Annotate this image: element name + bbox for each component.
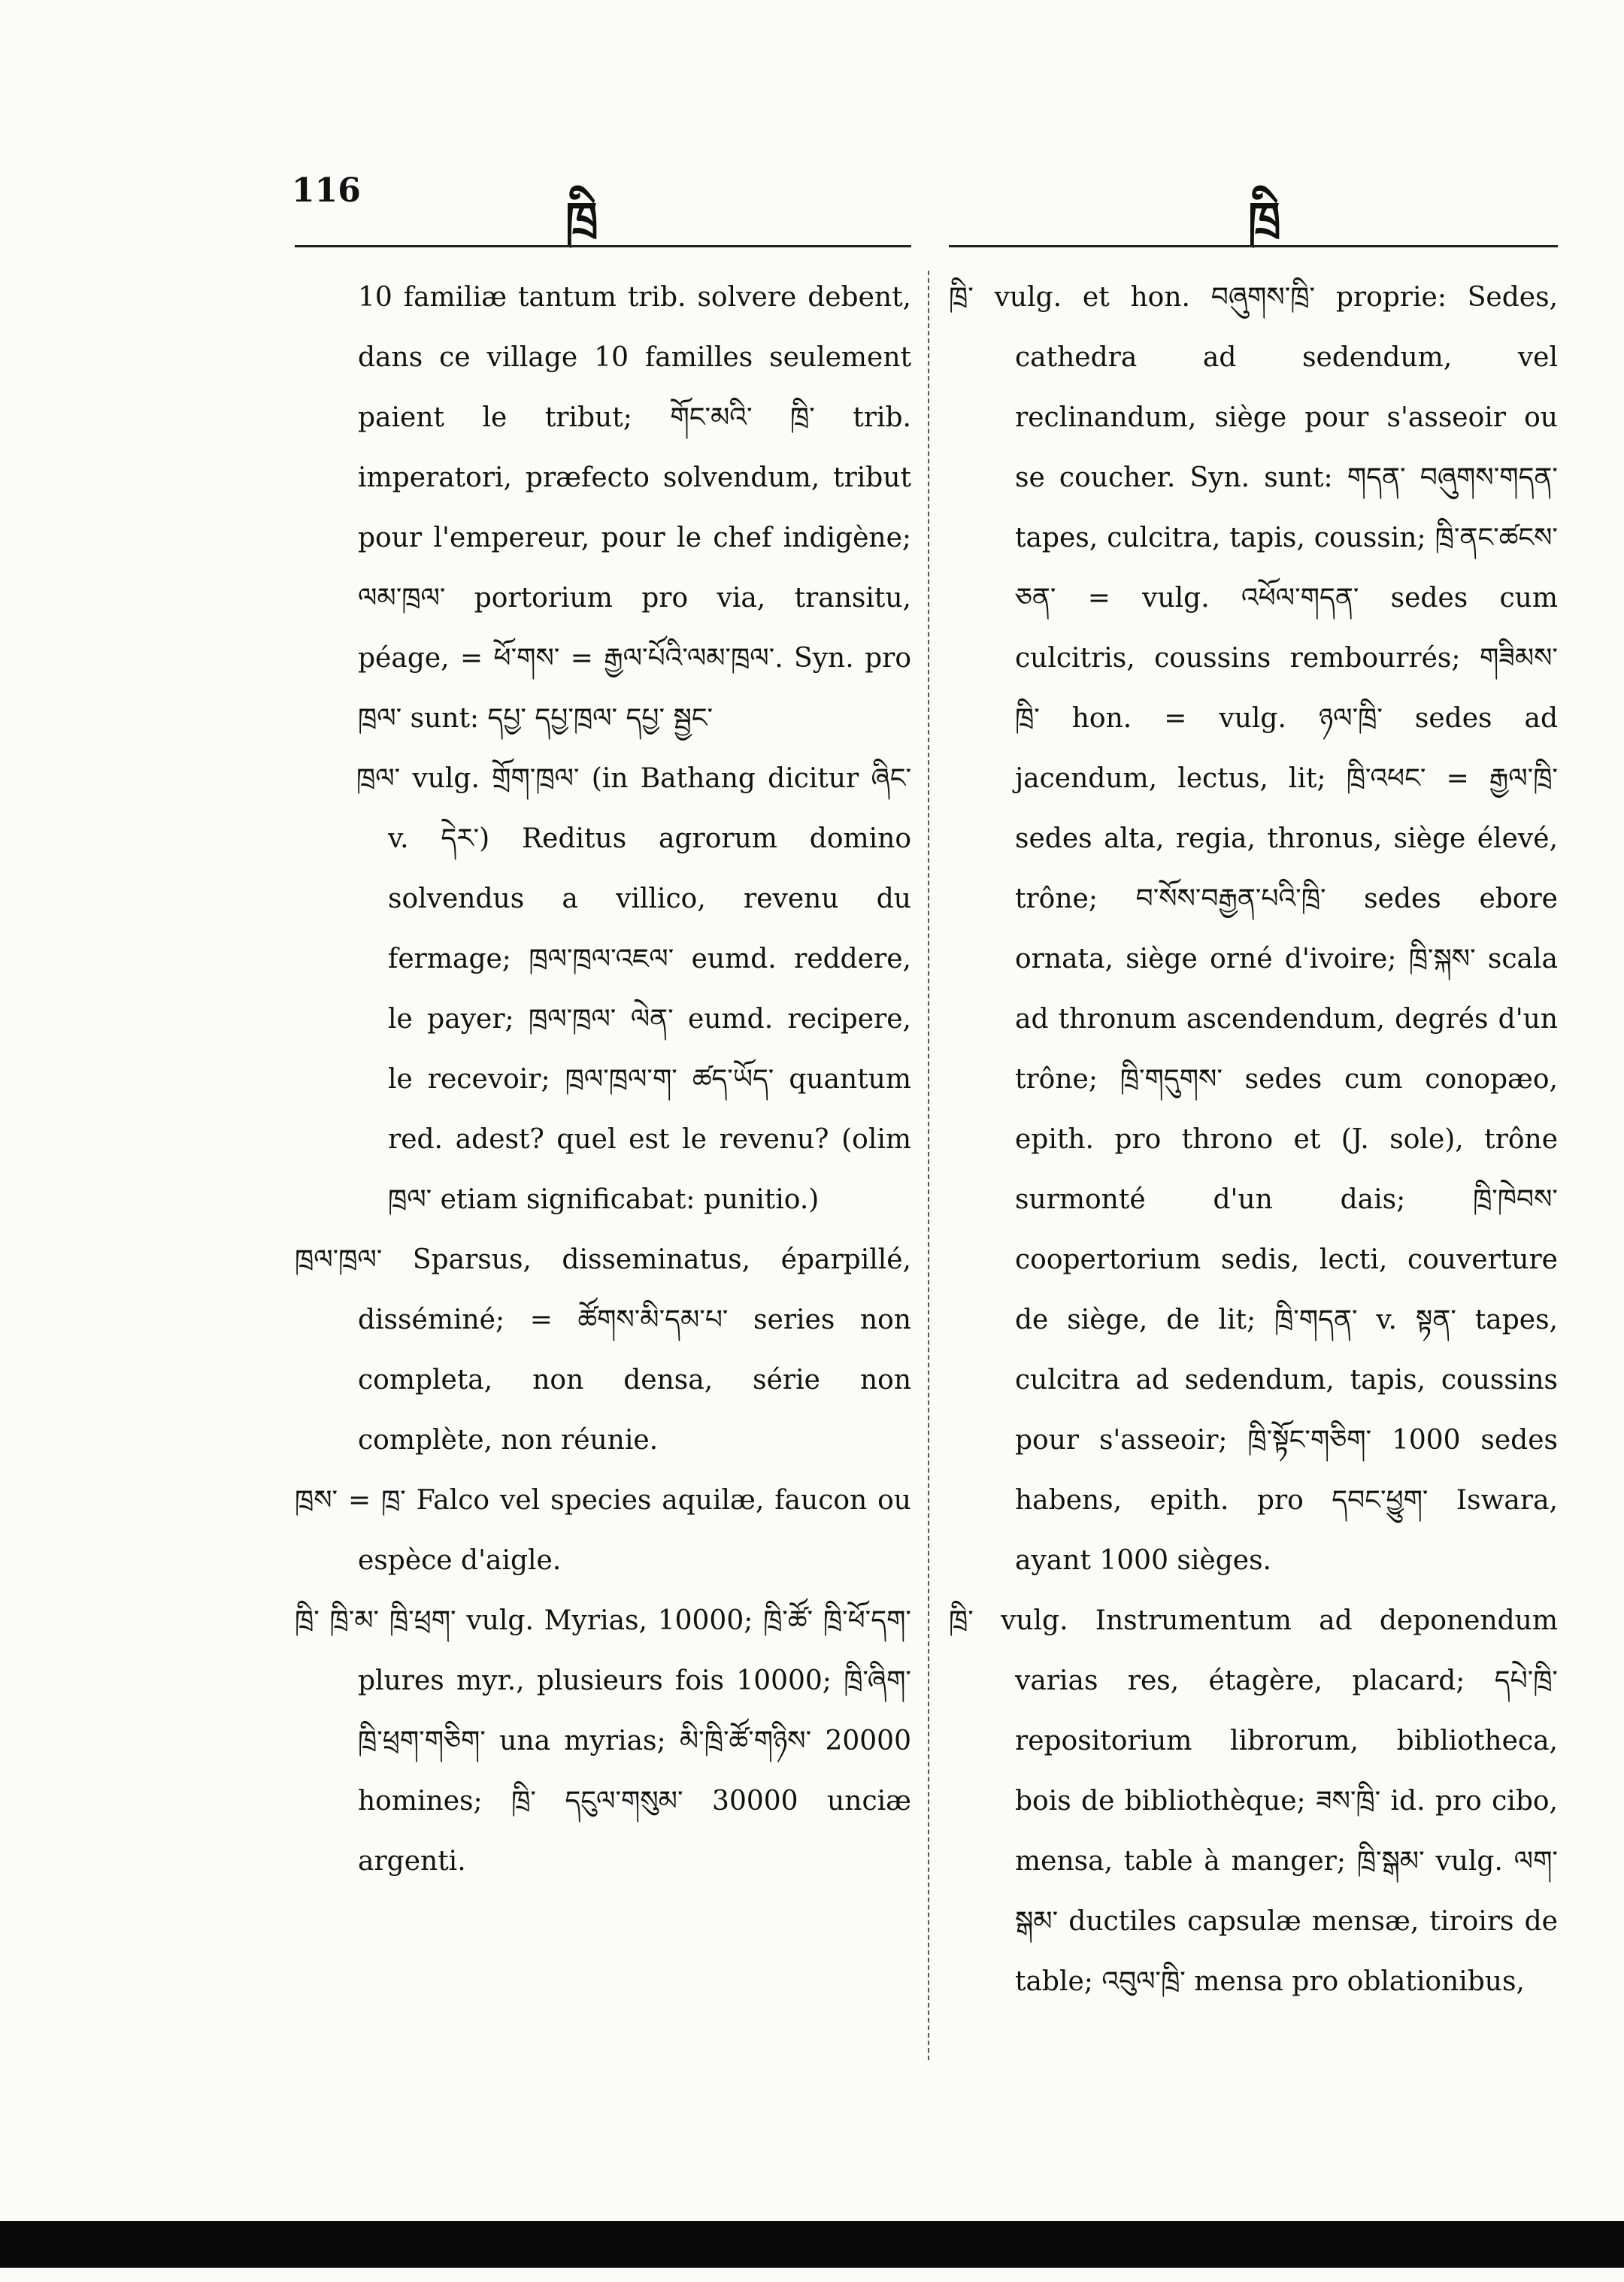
dictionary-entry: ཁྲི་ vulg. et hon. བཞུགས་ཁྲི་ proprie: Sedes, cathedra ad sedendum, vel reclinandum, siège pour s'asseoir ou se coucher. Syn. sunt: གདན་ བཞུགས་གདན་ tapes, culcitra, tapis, coussin; ཁྲི་ནང་ཚངས་ ཅན་ = vulg. འཕོལ་གདན་ sedes cum culcitris, coussins rembourrés; གཟིམས་ ཁྲི་ hon. = vulg. ཉལ་ཁྲི་ sedes ad jacendum, lectus, lit; ཁྲི་འཕང་ = རྒྱལ་ཁྲི་ sedes alta, regia, thronus, siège élevé, trône; བ་སོས་བརྒྱན་པའི་ཁྲི་ sedes ebore ornata, siège orné d'ivoire; ཁྲི་སྐས་ scala ad thronum ascendendum, degrés d'un trône; ཁྲི་གདུགས་ sedes cum conopæo, epith. pro throno et (J. sole), trône surmonté d'un dais; ཁྲི་ཁེབས་ coopertorium sedis, lecti, couverture de siège, de lit; ཁྲི་གདན་ v. སྟན་ tapes, culcitra ad sedendum, tapis, coussins pour s'asseoir; ཁྲི་སྟོང་གཅིག་ 1000 sedes habens, epith. pro དབང་ཕྱུག་ Iswara, ayant 1000 sièges. bbox=[949, 282, 1558, 1576]
running-headword-left: ཁྲི bbox=[565, 192, 598, 247]
dictionary-entry: ཁྲས་ = ཁྲ་ Falco vel species aquilæ, faucon ou espèce d'aigle. bbox=[295, 1485, 911, 1576]
dictionary-entry: 10 familiæ tantum trib. solvere debent, dans ce village 10 familles seulement paient le tribut; གོང་མའི་ ཁྲི་ trib. imperatori, præfecto solvendum, tribut pour l'empereur, pour le chef indigène; ལམ་ཁྲལ་ portorium pro via, transitu, péage, = ཕོ་གས་ = རྒྱལ་པོའི་ལམ་ཁྲལ་. Syn. pro ཁྲལ་ sunt: དཔྱ་ དཔྱ་ཁྲལ་ དཔྱ་ སྦྱང་ bbox=[358, 282, 911, 734]
header-rule-left bbox=[295, 245, 911, 247]
right-column bbox=[949, 268, 1558, 2012]
dictionary-entry: ཁྲི་ vulg. Instrumentum ad deponendum varias res, étagère, placard; དཔེ་ཁྲི་ repositorium librorum, bibliotheca, bois de bibliothèque; ཟས་ཁྲི་ id. pro cibo, mensa, table à manger; ཁྲི་སྒམ་ vulg. ལག་ སྒམ་ ductiles capsulæ mensæ, tiroirs de table; འབུལ་ཁྲི་ mensa pro oblationibus, bbox=[949, 1605, 1558, 1997]
running-headword-right: ཁྲི bbox=[1248, 192, 1281, 247]
header-rule-right bbox=[949, 245, 1558, 247]
column-divider bbox=[928, 271, 929, 2060]
scan-edge-band bbox=[0, 2221, 1624, 2268]
left-column bbox=[295, 268, 911, 1892]
dictionary-entry: ཁྲལ་ཁྲལ་ Sparsus, disseminatus, éparpillé, disséminé; = ཚོགས་མི་དམ་པ་ series non completa, non densa, série non complète, non réunie. bbox=[295, 1244, 911, 1456]
page-number: 116 bbox=[292, 171, 361, 210]
dictionary-entry: ཁྲི་ ཁྲི་མ་ ཁྲི་ཕྲག་ vulg. Myrias, 10000; ཁྲི་ཚོ་ ཁྲི་ཕོ་དག་ plures myr., plusieurs fois 10000; ཁྲི་ཞིག་ ཁྲི་ཕྲག་གཅིག་ una myrias; མི་ཁྲི་ཚོ་གཉིས་ 20000 homines; ཁྲི་ དངུལ་གསུམ་ 30000 unciæ argenti. bbox=[295, 1605, 911, 1877]
dictionary-entry: ཁྲལ་ vulg. གྲོག་ཁྲལ་ (in Bathang dicitur ཞིང་ v. དེར་) Reditus agrorum domino solvendus a villico, revenu du fermage; ཁྲལ་ཁྲལ་འཇལ་ eumd. reddere, le payer; ཁྲལ་ཁྲལ་ ལེན་ eumd. recipere, le recevoir; ཁྲལ་ཁྲལ་ག་ ཚད་ཡོད་ quantum red. adest? quel est le revenu? (olim ཁྲལ་ etiam significabat: punitio.) bbox=[356, 763, 911, 1215]
